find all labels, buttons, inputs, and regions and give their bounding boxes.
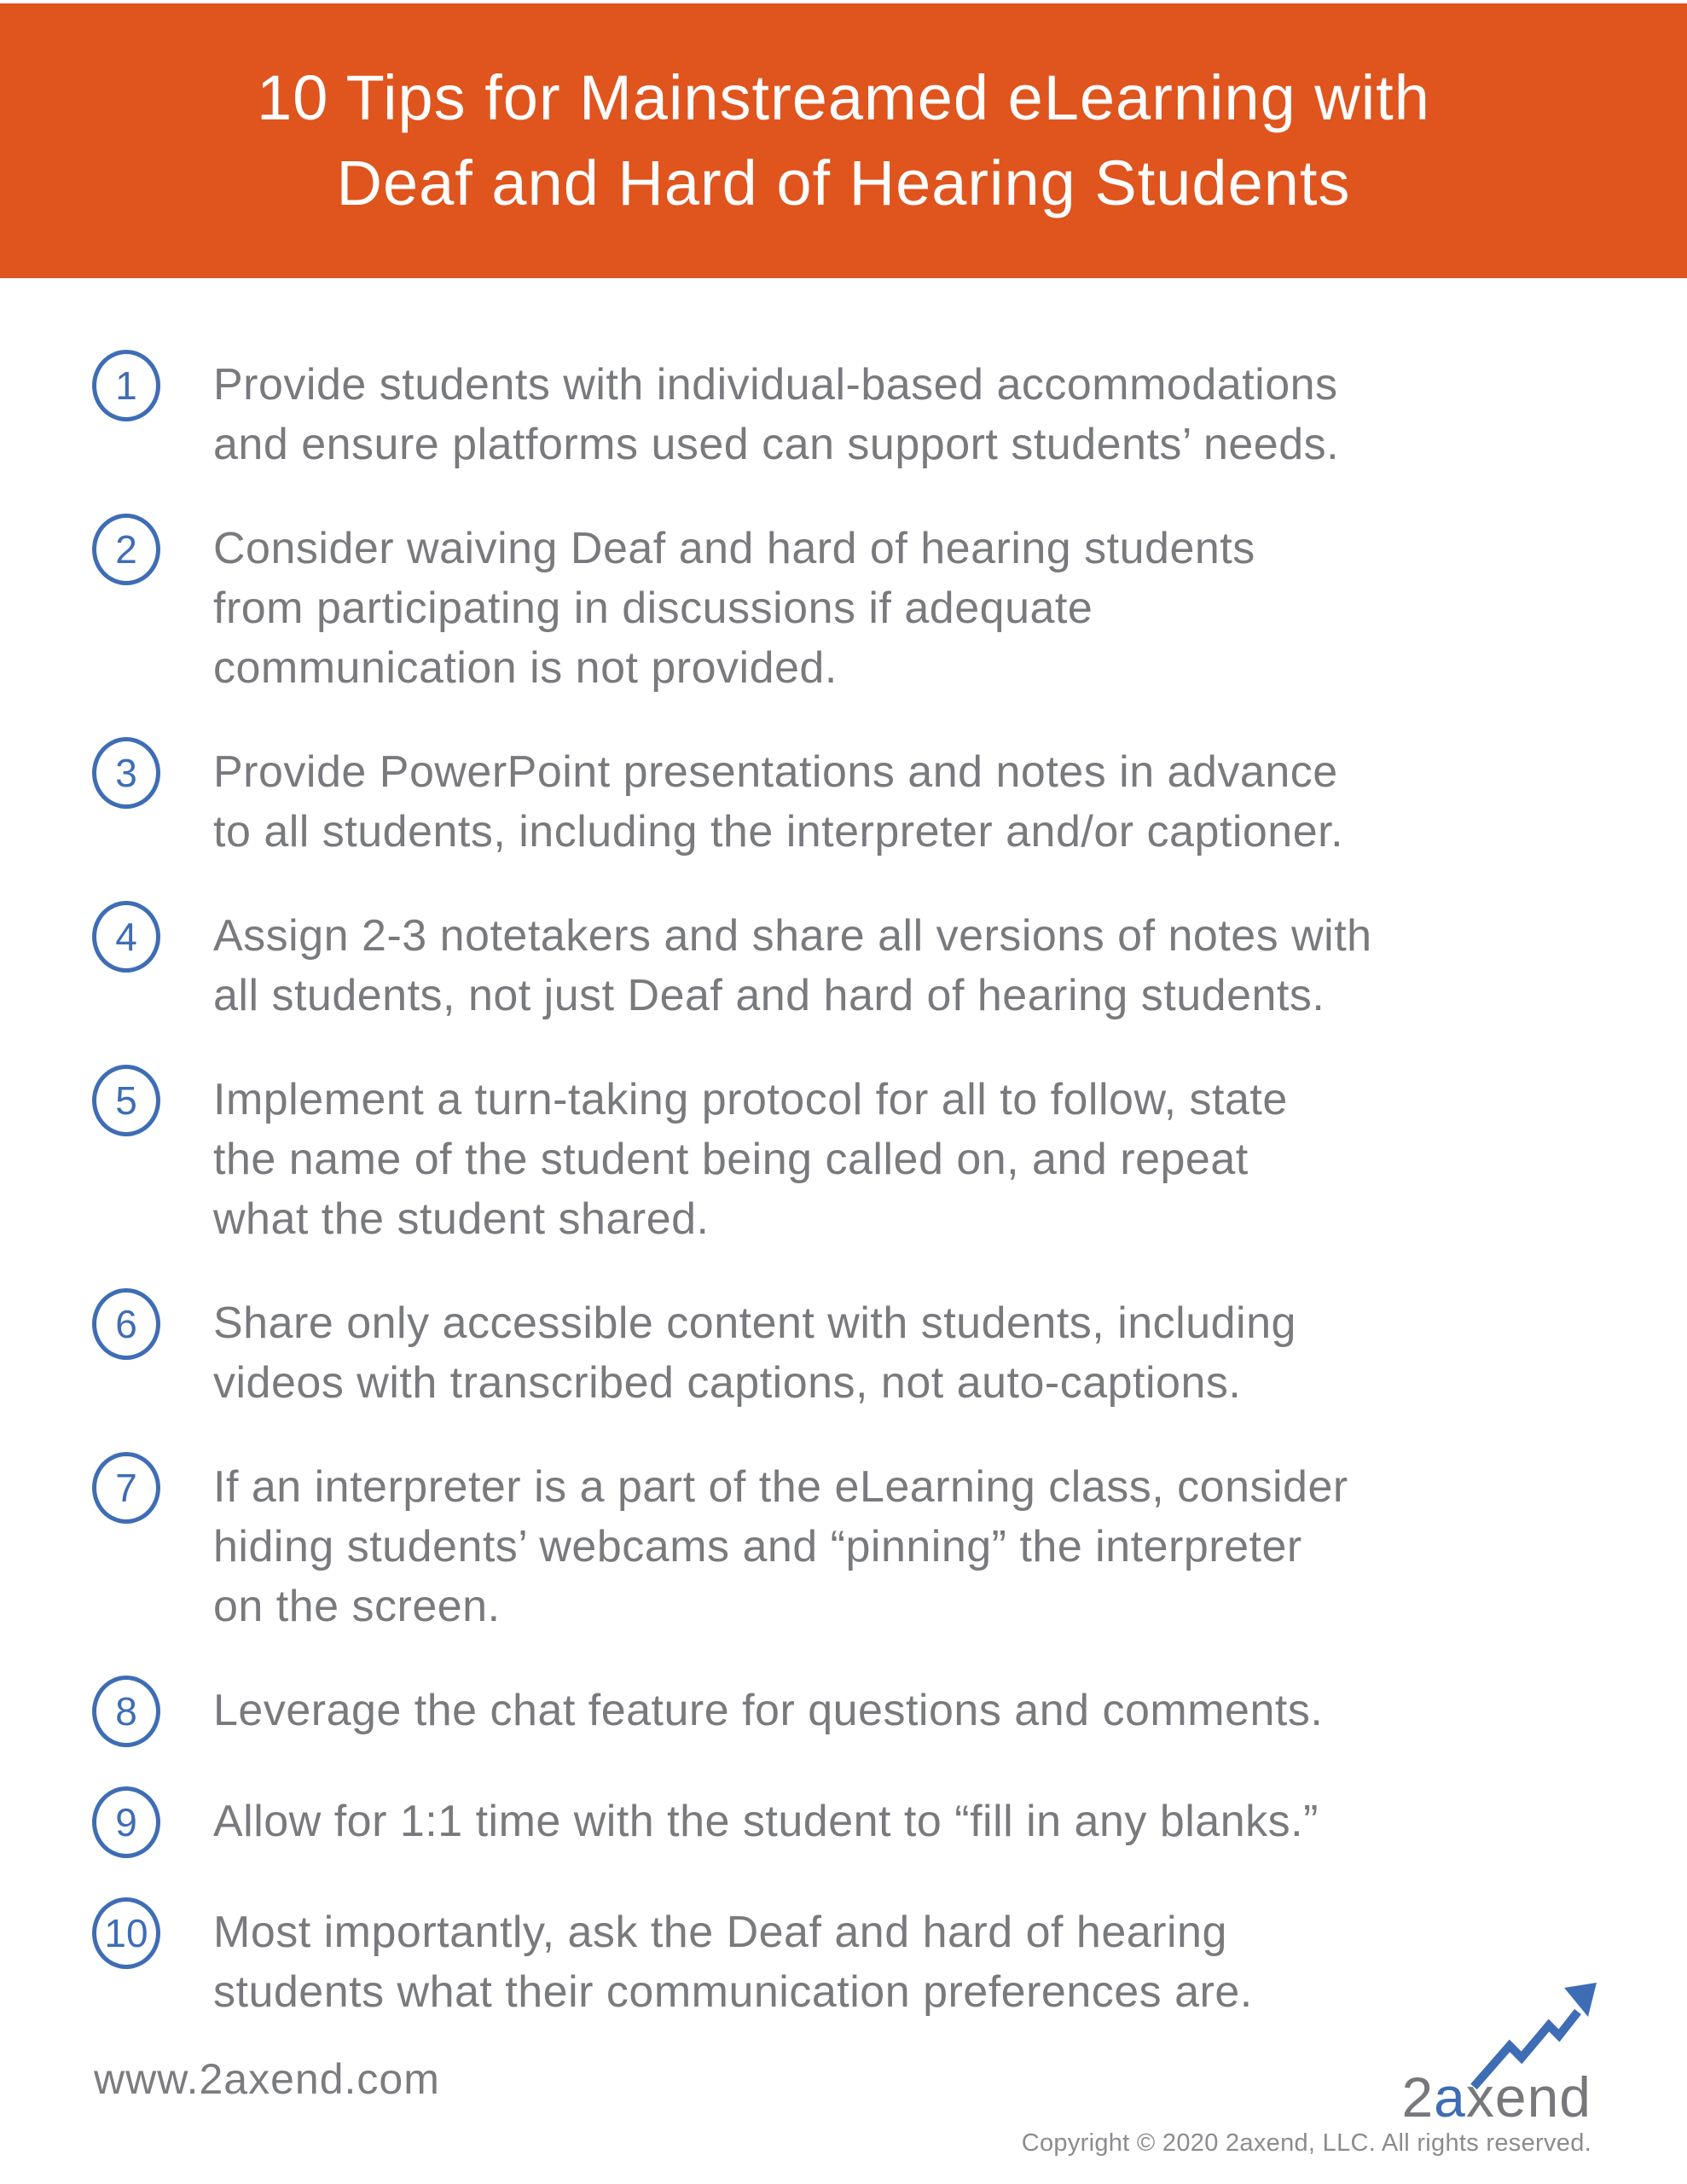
tip-text-3 [213,742,1343,862]
tip-6-line-2: videos with transcribed captions, not auto-captions. [213,1358,1242,1408]
growth-arrow-icon [1469,1983,1597,2094]
list-item-3 [92,742,1687,862]
list-item-4 [92,906,1687,1025]
list-item-1 [92,355,1687,474]
tip-10-line-1: Most importantly, ask the Deaf and hard of hearing [213,1908,1227,1957]
tip-4-line-1: Assign 2-3 notetakers and share all versions of notes with [213,911,1372,961]
tip-text-4 [213,906,1372,1025]
list-item-6 [92,1293,1687,1413]
tip-2-line-1: Consider waiving Deaf and hard of hearing students [213,524,1255,573]
copyright-notice: Copyright © 2020 2axend, LLC. All rights reserved. [1021,2129,1591,2157]
tip-9-line-1: Allow for 1:1 time with the student to “fill in any blanks.” [213,1797,1319,1846]
tips-list [0,278,1687,2066]
tip-number-badge-7: 7 [92,1452,160,1524]
tip-3-line-1: Provide PowerPoint presentations and notes in advance [213,747,1338,797]
tip-number-badge-2: 2 [92,514,160,585]
tip-text-1 [213,355,1339,474]
website-url: www.2axend.com [94,2055,440,2103]
tip-number-badge-8: 8 [92,1676,160,1747]
tip-text-7 [213,1457,1348,1636]
tip-5-line-2: the name of the student being called on, and repeat [213,1135,1249,1184]
tip-3-line-2: to all students, including the interpreter and/or captioner. [213,807,1344,857]
tip-number-badge-4: 4 [92,901,160,973]
tip-number-badge-10: 10 [92,1897,160,1969]
tip-text-2 [213,519,1255,698]
tip-6-line-1: Share only accessible content with students, including [213,1298,1296,1348]
tip-7-line-2: hiding students’ webcams and “pinning” the interpreter [213,1522,1302,1571]
tip-number-badge-1: 1 [92,350,160,421]
tip-2-line-2: from participating in discussions if adequate [213,584,1093,633]
tip-text-6 [213,1293,1296,1413]
tip-10-line-2: students what their communication preferences are. [213,1967,1253,2017]
tip-number-badge-6: 6 [92,1288,160,1360]
list-item-2 [92,519,1687,698]
tip-text-5 [213,1070,1288,1249]
tip-1-line-2: and ensure platforms used can support students’ needs. [213,420,1340,469]
list-item-7 [92,1457,1687,1636]
list-item-9 [92,1792,1687,1858]
page-title-line-2: Deaf and Hard of Hearing Students [336,148,1351,218]
logo-part-2: 2 [1401,2065,1435,2129]
tip-text-9 [213,1792,1319,1851]
tip-number-badge-3: 3 [92,737,160,809]
header-banner [0,3,1687,278]
tip-8-line-1: Leverage the chat feature for questions and comments. [213,1686,1324,1735]
list-item-10 [92,1902,1687,2022]
page-title-line-1: 10 Tips for Mainstreamed eLearning with [257,62,1430,133]
tip-5-line-1: Implement a turn-taking protocol for all to follow, state [213,1075,1288,1124]
tip-number-badge-9: 9 [92,1786,160,1858]
tip-number-badge-5: 5 [92,1065,160,1136]
tip-4-line-2: all students, not just Deaf and hard of hearing students. [213,971,1325,1020]
tip-5-line-3: what the student shared. [213,1194,710,1244]
logo-part-a: a [1434,2065,1466,2129]
tip-2-line-3: communication is not provided. [213,643,838,693]
tip-7-line-3: on the screen. [213,1582,501,1631]
tip-text-8 [213,1681,1323,1740]
tip-7-line-1: If an interpreter is a part of the eLearning class, consider [213,1462,1348,1512]
logo-part-xend: xend [1465,2065,1591,2129]
company-logo [1401,2065,1591,2129]
tip-1-line-1: Provide students with individual-based accommodations [213,360,1338,410]
tip-text-10 [213,1902,1253,2022]
list-item-8 [92,1681,1687,1747]
list-item-5 [92,1070,1687,1249]
